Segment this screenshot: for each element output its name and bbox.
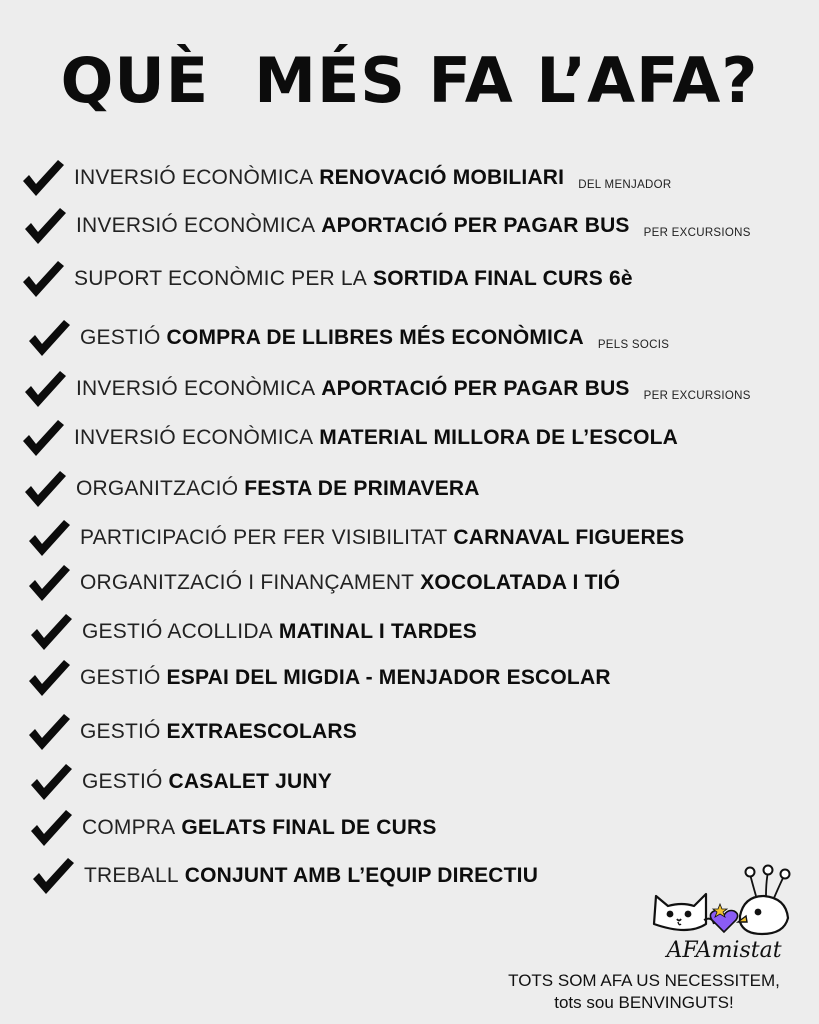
list-item [26, 518, 684, 558]
list-item-action: GESTIÓ [82, 770, 163, 793]
list-item-subject: APORTACIÓ PER PAGAR BUS [321, 377, 630, 400]
list-item-subject: MATINAL I TARDES [278, 620, 477, 643]
list-item-subject: GELATS FINAL DE CURS [181, 816, 437, 839]
list-item-action: ORGANITZACIÓ I FINANÇAMENT [80, 571, 415, 594]
list-item-text [80, 326, 669, 350]
list-item-note: PELS SOCIS [597, 339, 670, 351]
list-item-action: ORGANITZACIÓ [76, 477, 239, 500]
list-item-subject: CARNAVAL FIGUERES [453, 526, 685, 549]
checkmark-icon [20, 158, 66, 198]
page-title: QUÈ MÉS FA L’AFA? [60, 44, 759, 117]
list-item [26, 563, 620, 603]
footer-line-1: TOTS SOM AFA US NECESSITEM, [508, 971, 780, 990]
checkmark-icon [26, 563, 72, 603]
list-item-action: GESTIÓ [80, 666, 161, 689]
list-item-text [74, 267, 633, 291]
checkmark-icon [20, 418, 66, 458]
list-item-subject: MATERIAL MILLORA DE L’ESCOLA [319, 426, 679, 449]
footer-line-2: tots sou BENVINGUTS! [554, 993, 734, 1012]
list-item-action: COMPRA [82, 816, 176, 839]
list-item-text [80, 571, 620, 595]
list-item-subject: XOCOLATADA I TIÓ [420, 571, 621, 594]
list-item-subject: RENOVACIÓ MOBILIARI [319, 166, 565, 189]
list-item-subject: COMPRA DE LLIBRES MÉS ECONÒMICA [166, 326, 584, 349]
list-item [28, 762, 332, 802]
list-item [28, 612, 477, 652]
list-item-text [82, 770, 332, 794]
list-item-text [76, 477, 480, 501]
checkmark-icon [26, 318, 72, 358]
list-item [28, 808, 437, 848]
list-item-action: TREBALL [84, 864, 179, 887]
cat-heart-bird-logo-icon [648, 862, 800, 942]
list-item [22, 369, 751, 409]
list-item-text [76, 214, 751, 238]
list-item [20, 259, 633, 299]
afamistat-logo [648, 862, 800, 970]
list-item-text [80, 720, 357, 744]
list-item-action: SUPORT ECONÒMIC PER LA [74, 267, 368, 290]
checkmark-icon [28, 612, 74, 652]
list-item-subject: ESPAI DEL MIGDIA - MENJADOR ESCOLAR [166, 666, 611, 689]
checkmark-icon [22, 206, 68, 246]
checkmark-icon [26, 518, 72, 558]
checkmark-icon [30, 856, 76, 896]
list-item-text [82, 816, 437, 840]
list-item-subject: EXTRAESCOLARS [166, 720, 357, 743]
list-item-action: GESTIÓ [80, 326, 161, 349]
footer-message [470, 970, 818, 1014]
list-item-subject: APORTACIÓ PER PAGAR BUS [321, 214, 630, 237]
list-item [22, 206, 751, 246]
list-item-text [74, 426, 678, 450]
list-item-subject: CASALET JUNY [168, 770, 332, 793]
list-item-text [82, 620, 477, 644]
list-item-action: GESTIÓ ACOLLIDA [82, 620, 273, 643]
list-item [26, 318, 669, 358]
checkmark-icon [22, 469, 68, 509]
list-item [26, 712, 357, 752]
list-item-text [74, 166, 672, 190]
list-item-action: INVERSIÓ ECONÒMICA [76, 377, 316, 400]
list-item [26, 658, 611, 698]
list-item-action: INVERSIÓ ECONÒMICA [74, 426, 314, 449]
list-item-text [80, 526, 684, 550]
checkmark-icon [26, 712, 72, 752]
list-item-action: GESTIÓ [80, 720, 161, 743]
list-item [22, 469, 480, 509]
list-item [20, 158, 672, 198]
checkmark-icon [22, 369, 68, 409]
list-item-subject: FESTA DE PRIMAVERA [244, 477, 480, 500]
checkmark-icon [20, 259, 66, 299]
list-item-action: INVERSIÓ ECONÒMICA [74, 166, 314, 189]
list-item-note: DEL MENJADOR [578, 179, 672, 191]
list-item-subject: SORTIDA FINAL CURS 6è [373, 267, 633, 290]
list-item-text [84, 864, 538, 888]
brand-name: AFAmistat [666, 938, 782, 963]
list-item-note: PER EXCURSIONS [643, 390, 751, 402]
list-item-action: INVERSIÓ ECONÒMICA [76, 214, 316, 237]
list-item [30, 856, 538, 896]
list-item-text [76, 377, 751, 401]
list-item-text [80, 666, 611, 690]
list-item-subject: CONJUNT AMB L’EQUIP DIRECTIU [184, 864, 539, 887]
checkmark-icon [28, 762, 74, 802]
list-item-action: PARTICIPACIÓ PER FER VISIBILITAT [80, 526, 448, 549]
checkmark-icon [28, 808, 74, 848]
list-item [20, 418, 678, 458]
list-item-note: PER EXCURSIONS [643, 227, 751, 239]
checkmark-icon [26, 658, 72, 698]
